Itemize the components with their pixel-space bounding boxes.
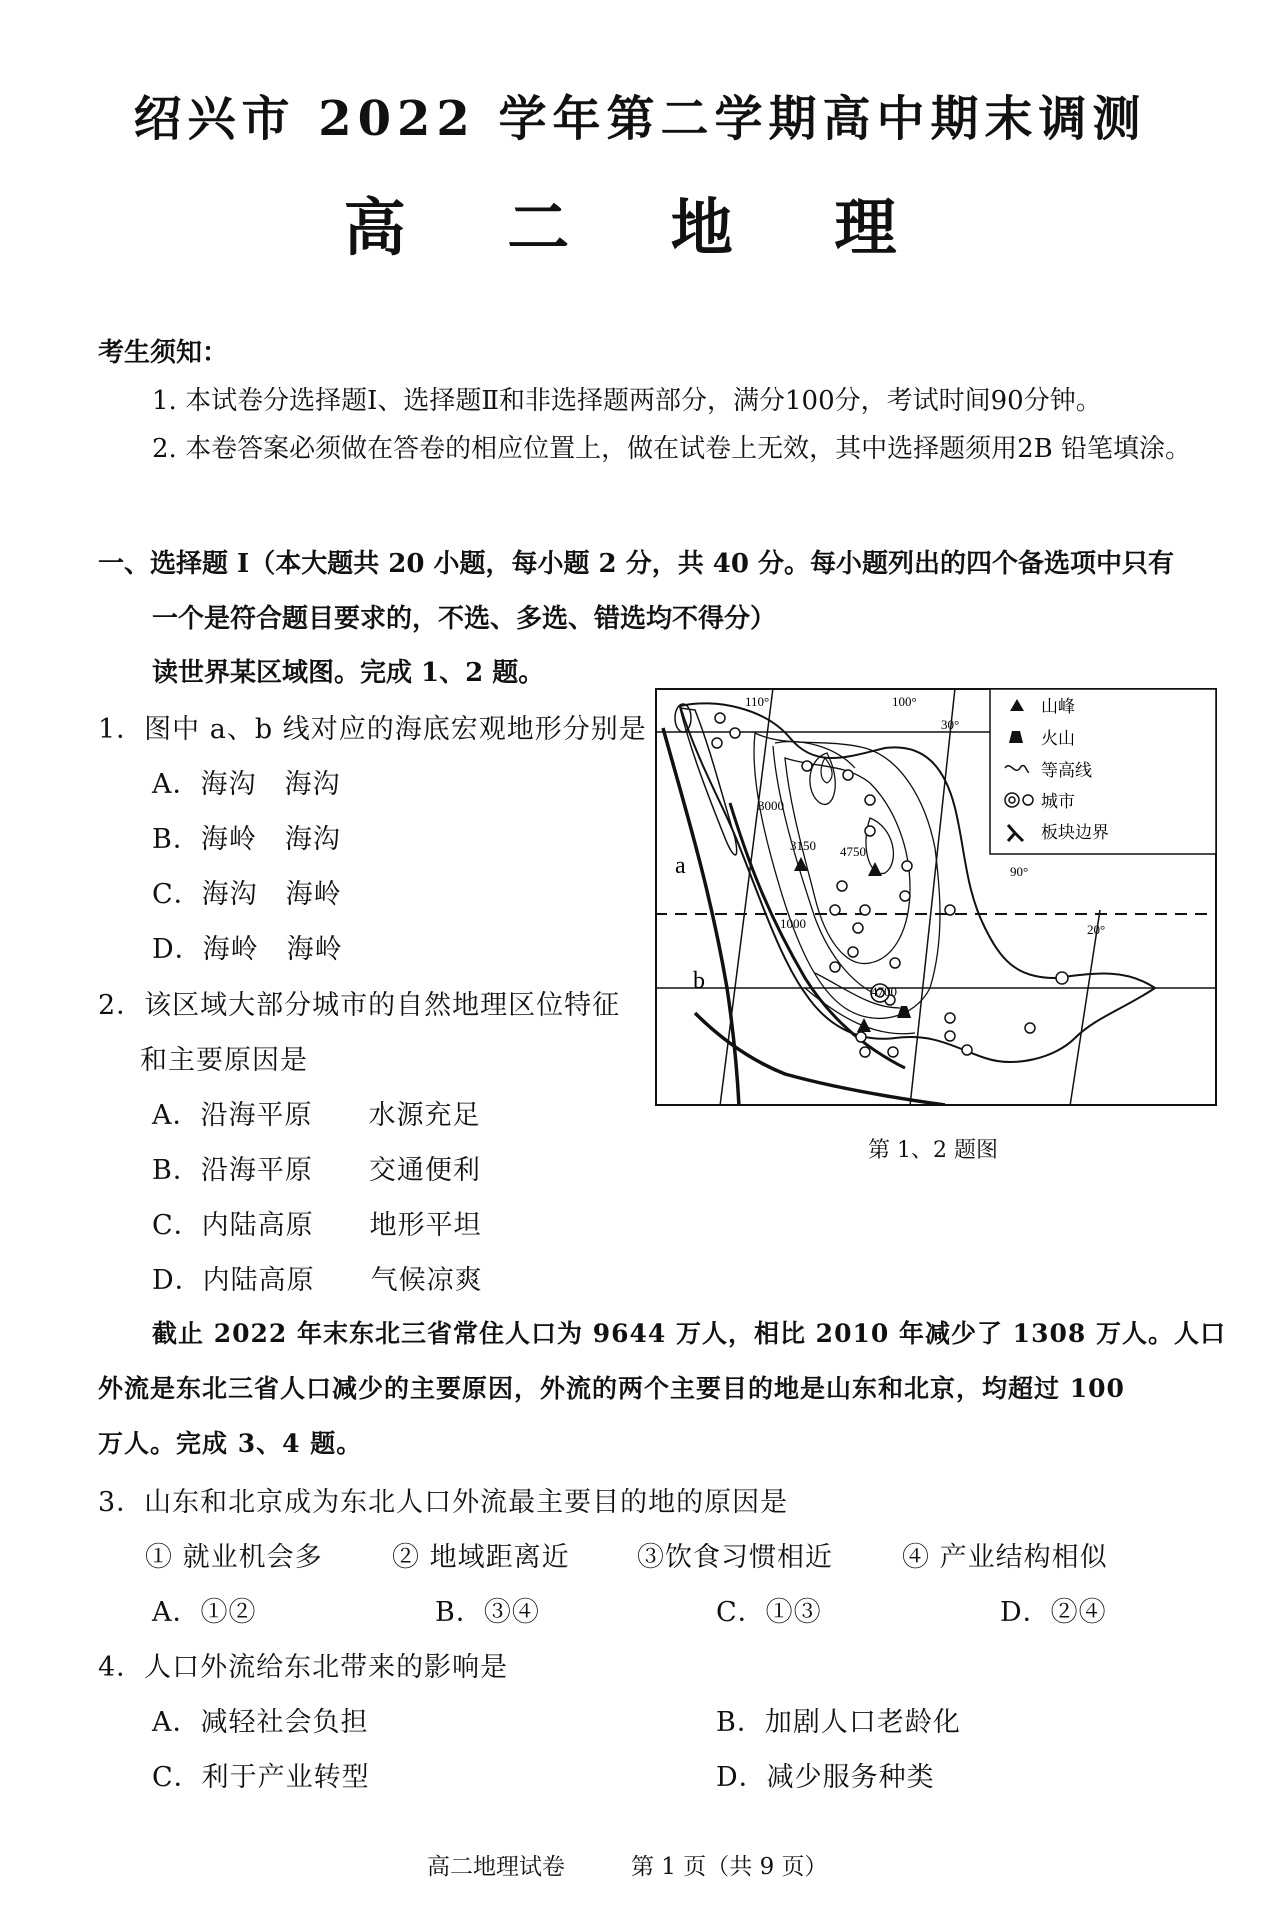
- question-3-option-c[interactable]: C．①③: [716, 1597, 822, 1628]
- lat-label-30: 30°: [941, 717, 960, 732]
- region-map: [655, 688, 1217, 1106]
- legend-city-label: 城市: [1041, 792, 1075, 811]
- question-2-option-d[interactable]: D．内陆高原 气候凉爽: [152, 1265, 483, 1296]
- section-heading-line1: 一、选择题 I（本大题共 20 小题，每小题 2 分，共 40 分。每小题列出的四个备选项中只有: [98, 549, 1174, 579]
- passage-line-2: 外流是东北三省人口减少的主要原因，外流的两个主要目的地是山东和北京，均超过 100: [98, 1374, 1125, 1403]
- question-3-choice-1: ① 就业机会多: [145, 1542, 323, 1573]
- legend-volcano-label: 火山: [1041, 729, 1075, 748]
- lon-label-90: 90°: [1010, 864, 1029, 879]
- lon-label-110: 110°: [745, 694, 770, 709]
- legend-contour-label: 等高线: [1041, 761, 1092, 780]
- question-3-option-b[interactable]: B．③④: [435, 1597, 540, 1628]
- contour-label-3000: 3000: [758, 798, 784, 813]
- notice-item-1: 1. 本试卷分选择题Ⅰ、选择题Ⅱ和非选择题两部分，满分100分，考试时间90分钟。: [152, 386, 1102, 416]
- question-1-stem: 1．图中 a、b 线对应的海底宏观地形分别是: [98, 714, 647, 745]
- map-legend: [990, 689, 1216, 854]
- legend-peak-label: 山峰: [1041, 697, 1075, 716]
- passage-line-3: 万人。完成 3、4 题。: [98, 1429, 363, 1458]
- question-1-option-d[interactable]: D．海岭 海岭: [152, 934, 343, 965]
- question-2-option-a[interactable]: A．沿海平原 水源充足: [152, 1100, 481, 1131]
- footer-page-number: 第 1 页（共 9 页）: [631, 1854, 828, 1880]
- question-1-option-c[interactable]: C．海沟 海岭: [152, 879, 342, 910]
- question-3-choice-2: ② 地域距离近: [392, 1542, 570, 1573]
- question-1-option-a[interactable]: A．海沟 海沟: [152, 769, 341, 800]
- exam-title: 绍兴市 2022 学年第二学期高中期末调测: [133, 91, 1147, 147]
- question-2-stem-line1: 2．该区域大部分城市的自然地理区位特征: [98, 990, 621, 1021]
- question-3-choice-3: ③饮食习惯相近: [637, 1542, 833, 1573]
- section-heading-line2: 一个是符合题目要求的，不选、多选、错选均不得分）: [152, 604, 777, 634]
- question-2-stem-line2: 和主要原因是: [140, 1045, 308, 1076]
- question-3-stem: 3．山东和北京成为东北人口外流最主要目的地的原因是: [98, 1487, 789, 1518]
- question-intro-1-2: 读世界某区域图。完成 1、2 题。: [152, 658, 545, 688]
- legend-plate-boundary-label: 板块边界: [1041, 823, 1109, 842]
- subject-title: 高 二 地 理: [343, 191, 937, 264]
- question-1-option-b[interactable]: B．海岭 海沟: [152, 824, 341, 855]
- lon-label-100: 100°: [892, 694, 917, 709]
- question-4-option-a[interactable]: A．减轻社会负担: [152, 1707, 369, 1738]
- question-2-option-c[interactable]: C．内陆高原 地形平坦: [152, 1210, 482, 1241]
- question-3-option-a[interactable]: A．①②: [152, 1597, 257, 1628]
- question-4-option-c[interactable]: C．利于产业转型: [152, 1762, 370, 1793]
- notice-heading: 考生须知：: [98, 338, 229, 368]
- question-4-option-d[interactable]: D．减少服务种类: [716, 1762, 935, 1793]
- question-3-option-d[interactable]: D．②④: [1000, 1597, 1107, 1628]
- question-4-stem: 4．人口外流给东北带来的影响是: [98, 1652, 509, 1683]
- notice-item-2: 2. 本卷答案必须做在答卷的相应位置上，做在试卷上无效，其中选择题须用2B 铅笔填涂。: [152, 434, 1191, 464]
- peak-label-4700: 4700: [871, 984, 897, 999]
- peak-label-4750: 4750: [840, 844, 866, 859]
- question-2-option-b[interactable]: B．沿海平原 交通便利: [152, 1155, 481, 1186]
- question-4-option-b[interactable]: B．加剧人口老龄化: [716, 1707, 961, 1738]
- line-label-a: a: [675, 853, 686, 879]
- contour-label-1000: 1000: [780, 916, 806, 931]
- question-3-choice-4: ④ 产业结构相似: [902, 1542, 1108, 1573]
- line-label-b: b: [693, 968, 705, 994]
- map-caption: 第 1、2 题图: [868, 1138, 998, 1163]
- lat-label-20: 20°: [1087, 922, 1106, 937]
- footer-paper-name: 高二地理试卷: [427, 1854, 565, 1880]
- passage-line-1: 截止 2022 年末东北三省常住人口为 9644 万人，相比 2010 年减少了 1308 万人。人口: [152, 1319, 1226, 1348]
- peak-label-3150: 3150: [790, 838, 816, 853]
